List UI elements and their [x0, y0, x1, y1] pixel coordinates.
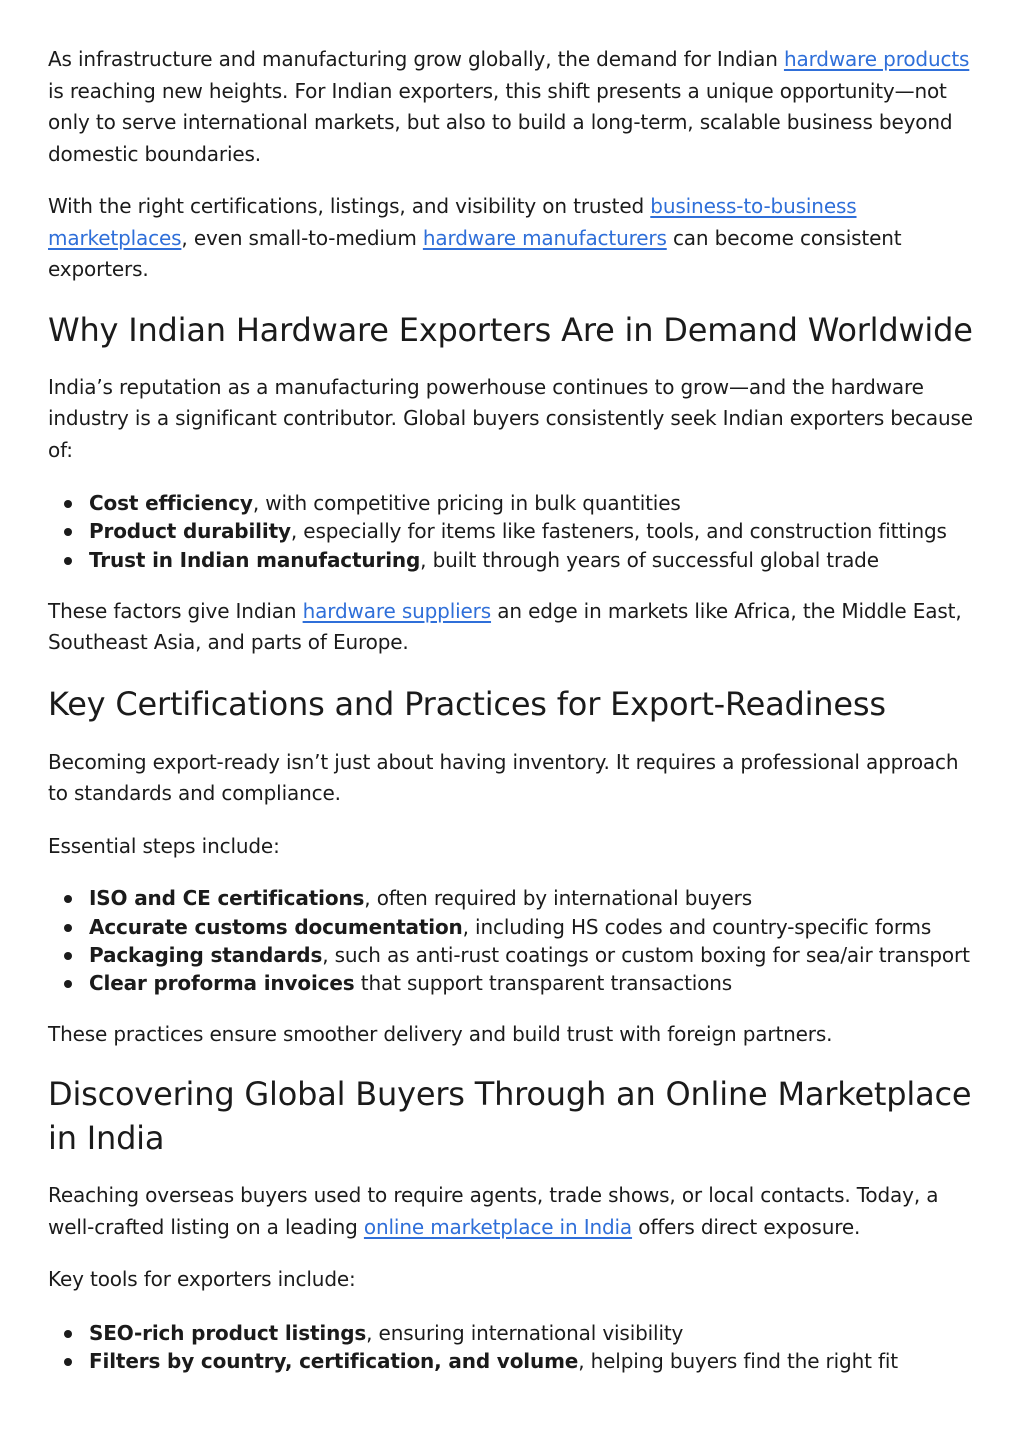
bullet-text: that support transparent transactions: [354, 971, 733, 996]
link-online-marketplace[interactable]: online marketplace in India: [363, 1214, 633, 1239]
bullet-text: , with competitive pricing in bulk quantities: [252, 491, 681, 515]
section2-paragraph: Becoming export-ready isn’t just about having inventory. It requires a professional approach to standards and compliance.: [48, 749, 959, 806]
bullet-text: , built through years of successful global trade: [420, 547, 879, 572]
section-heading-global-buyers: Discovering Global Buyers Through an Online Marketplace in India: [48, 1075, 972, 1158]
list-item: [89, 517, 976, 545]
list-item: [89, 969, 976, 997]
bullet-list-demand: [48, 489, 976, 574]
text-span: Reaching overseas buyers used to require agents, trade shows, or local contacts. Today, a well-crafted listing on a leading: [48, 1183, 939, 1239]
bullet-bold: Clear proforma invoices: [89, 971, 355, 996]
bullet-bold: Product durability: [89, 519, 291, 544]
bullet-bold: SEO-rich product listings: [89, 1320, 367, 1345]
link-b2b-marketplaces[interactable]: business-to-business marketplaces: [48, 194, 857, 250]
bullet-bold: Packaging standards: [89, 942, 323, 967]
bullet-bold: Accurate customs documentation: [89, 914, 463, 939]
bullet-text: , ensuring international visibility: [366, 1320, 684, 1345]
section1-closing: [48, 596, 976, 659]
bullet-text: , such as anti-rust coatings or custom boxing for sea/air transport: [322, 942, 970, 967]
text-span: These factors give Indian: [48, 598, 303, 623]
section2-lead: Essential steps include:: [48, 833, 280, 858]
section3-lead: Key tools for exporters include:: [48, 1267, 356, 1292]
bullet-text: , especially for items like fasteners, tools, and construction fittings: [290, 519, 947, 544]
intro-paragraph-1: [48, 44, 976, 170]
list-item: [89, 546, 976, 574]
bullet-bold: Filters by country, certification, and volume: [89, 1348, 579, 1373]
list-item: [89, 489, 976, 517]
link-hardware-manufacturers[interactable]: hardware manufacturers: [422, 225, 667, 250]
link-hardware-products[interactable]: hardware products: [783, 47, 970, 71]
section-heading-certifications: Key Certifications and Practices for Export-Readiness: [48, 684, 886, 723]
text-span: , even small-to-medium: [181, 225, 423, 250]
list-item: [89, 1319, 976, 1347]
intro-paragraph-2: [48, 191, 976, 286]
bullet-list-steps: [48, 884, 976, 997]
text-span: can become consistent exporters.: [48, 225, 902, 281]
bullet-text: , including HS codes and country-specific forms: [462, 914, 932, 939]
bullet-text: , helping buyers find the right fit: [578, 1348, 898, 1373]
list-item: [89, 913, 976, 941]
list-item: [89, 884, 976, 912]
bullet-bold: Trust in Indian manufacturing: [89, 547, 421, 572]
list-item: [89, 1347, 976, 1375]
section-heading-demand: Why Indian Hardware Exporters Are in Demand Worldwide: [48, 310, 973, 349]
bullet-list-tools: [48, 1319, 976, 1376]
text-span: offers direct exposure.: [632, 1214, 861, 1239]
text-span: an edge in markets like Africa, the Middle East, Southeast Asia, and parts of Europe.: [48, 598, 962, 655]
text-span: is reaching new heights. For Indian exporters, this shift presents a unique opportunity—not only to serve international markets, but also to build a long-term, scalable business beyond domestic boundaries.: [48, 78, 953, 166]
bullet-text: , often required by international buyers: [364, 886, 752, 911]
bullet-bold: ISO and CE certifications: [89, 886, 365, 911]
text-span: As infrastructure and manufacturing grow globally, the demand for Indian: [48, 47, 784, 71]
section2-closing: These practices ensure smoother delivery and build trust with foreign partners.: [48, 1021, 833, 1046]
text-span: With the right certifications, listings, and visibility on trusted: [48, 194, 651, 218]
section3-paragraph: [48, 1180, 976, 1243]
link-hardware-suppliers[interactable]: hardware suppliers: [302, 598, 492, 623]
section1-paragraph: India’s reputation as a manufacturing powerhouse continues to grow—and the hardware industry is a significant contributor. Global buyers consistently seek Indian exporters because of:: [48, 374, 973, 462]
list-item: [89, 941, 976, 969]
bullet-bold: Cost efficiency: [89, 491, 253, 515]
